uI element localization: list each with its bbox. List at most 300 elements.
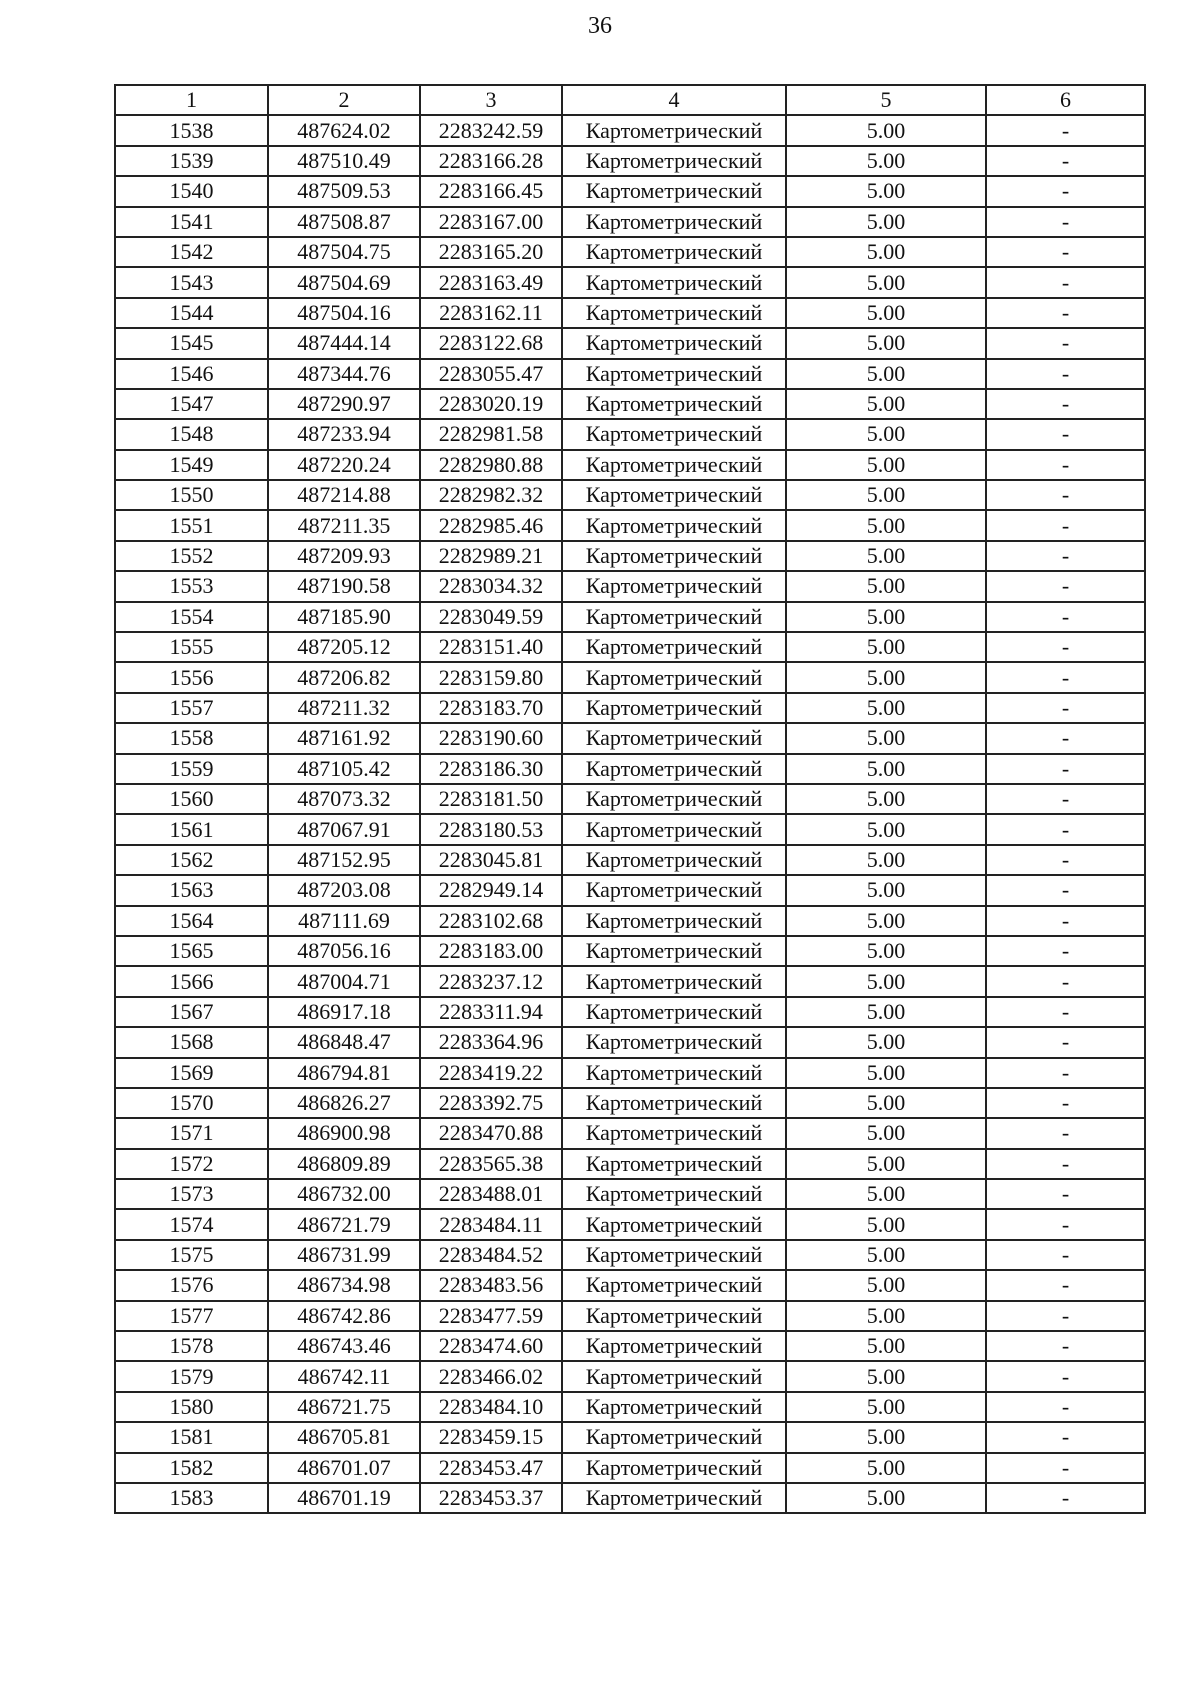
point-number-cell: 1559 <box>115 754 268 784</box>
table-row <box>115 845 1145 875</box>
table-row <box>115 510 1145 540</box>
accuracy-cell: 5.00 <box>786 1453 986 1483</box>
accuracy-cell: 5.00 <box>786 298 986 328</box>
accuracy-cell: 5.00 <box>786 1209 986 1239</box>
y-coordinate-cell: 2283477.59 <box>420 1301 562 1331</box>
accuracy-cell: 5.00 <box>786 207 986 237</box>
accuracy-cell: 5.00 <box>786 845 986 875</box>
note-cell: - <box>986 966 1145 996</box>
accuracy-cell: 5.00 <box>786 571 986 601</box>
point-number-cell: 1553 <box>115 571 268 601</box>
method-cell: Картометрический <box>562 997 786 1027</box>
x-coordinate-cell: 487220.24 <box>268 450 420 480</box>
table-row <box>115 419 1145 449</box>
table-row <box>115 693 1145 723</box>
table-row <box>115 115 1145 145</box>
accuracy-cell: 5.00 <box>786 936 986 966</box>
point-number-cell: 1560 <box>115 784 268 814</box>
x-coordinate-cell: 486701.19 <box>268 1483 420 1513</box>
y-coordinate-cell: 2283237.12 <box>420 966 562 996</box>
x-coordinate-cell: 487504.69 <box>268 267 420 297</box>
y-coordinate-cell: 2283470.88 <box>420 1118 562 1148</box>
accuracy-cell: 5.00 <box>786 693 986 723</box>
accuracy-cell: 5.00 <box>786 267 986 297</box>
y-coordinate-cell: 2283034.32 <box>420 571 562 601</box>
note-cell: - <box>986 602 1145 632</box>
x-coordinate-cell: 487444.14 <box>268 328 420 358</box>
y-coordinate-cell: 2283483.56 <box>420 1270 562 1300</box>
table-row <box>115 1088 1145 1118</box>
table-row <box>115 541 1145 571</box>
y-coordinate-cell: 2283419.22 <box>420 1058 562 1088</box>
point-number-cell: 1554 <box>115 602 268 632</box>
method-cell: Картометрический <box>562 875 786 905</box>
note-cell: - <box>986 1027 1145 1057</box>
accuracy-cell: 5.00 <box>786 875 986 905</box>
point-number-cell: 1582 <box>115 1453 268 1483</box>
point-number-cell: 1540 <box>115 176 268 206</box>
y-coordinate-cell: 2283392.75 <box>420 1088 562 1118</box>
note-cell: - <box>986 541 1145 571</box>
point-number-cell: 1543 <box>115 267 268 297</box>
accuracy-cell: 5.00 <box>786 1088 986 1118</box>
point-number-cell: 1542 <box>115 237 268 267</box>
note-cell: - <box>986 1483 1145 1513</box>
table-row <box>115 389 1145 419</box>
note-cell: - <box>986 115 1145 145</box>
note-cell: - <box>986 1331 1145 1361</box>
y-coordinate-cell: 2283484.11 <box>420 1209 562 1239</box>
method-cell: Картометрический <box>562 1088 786 1118</box>
table-row <box>115 1301 1145 1331</box>
x-coordinate-cell: 487504.75 <box>268 237 420 267</box>
point-number-cell: 1579 <box>115 1361 268 1391</box>
x-coordinate-cell: 487185.90 <box>268 602 420 632</box>
column-header: 2 <box>268 85 420 115</box>
table-row <box>115 146 1145 176</box>
point-number-cell: 1563 <box>115 875 268 905</box>
table-row <box>115 237 1145 267</box>
method-cell: Картометрический <box>562 602 786 632</box>
accuracy-cell: 5.00 <box>786 1422 986 1452</box>
y-coordinate-cell: 2283364.96 <box>420 1027 562 1057</box>
note-cell: - <box>986 1361 1145 1391</box>
x-coordinate-cell: 486721.75 <box>268 1392 420 1422</box>
method-cell: Картометрический <box>562 115 786 145</box>
note-cell: - <box>986 997 1145 1027</box>
method-cell: Картометрический <box>562 1361 786 1391</box>
x-coordinate-cell: 486721.79 <box>268 1209 420 1239</box>
point-number-cell: 1565 <box>115 936 268 966</box>
x-coordinate-cell: 487290.97 <box>268 389 420 419</box>
x-coordinate-cell: 486826.27 <box>268 1088 420 1118</box>
accuracy-cell: 5.00 <box>786 1027 986 1057</box>
point-number-cell: 1580 <box>115 1392 268 1422</box>
y-coordinate-cell: 2283484.10 <box>420 1392 562 1422</box>
page-number: 36 <box>588 13 612 39</box>
table-row <box>115 1118 1145 1148</box>
method-cell: Картометрический <box>562 328 786 358</box>
point-number-cell: 1555 <box>115 632 268 662</box>
x-coordinate-cell: 487510.49 <box>268 146 420 176</box>
x-coordinate-cell: 487211.32 <box>268 693 420 723</box>
column-header: 5 <box>786 85 986 115</box>
x-coordinate-cell: 486848.47 <box>268 1027 420 1057</box>
note-cell: - <box>986 1118 1145 1148</box>
y-coordinate-cell: 2283166.45 <box>420 176 562 206</box>
note-cell: - <box>986 510 1145 540</box>
x-coordinate-cell: 486742.86 <box>268 1301 420 1331</box>
y-coordinate-cell: 2283466.02 <box>420 1361 562 1391</box>
point-number-cell: 1547 <box>115 389 268 419</box>
point-number-cell: 1561 <box>115 814 268 844</box>
x-coordinate-cell: 486731.99 <box>268 1240 420 1270</box>
x-coordinate-cell: 487344.76 <box>268 359 420 389</box>
table-row <box>115 1453 1145 1483</box>
point-number-cell: 1557 <box>115 693 268 723</box>
note-cell: - <box>986 389 1145 419</box>
method-cell: Картометрический <box>562 723 786 753</box>
note-cell: - <box>986 1453 1145 1483</box>
note-cell: - <box>986 1240 1145 1270</box>
y-coordinate-cell: 2282980.88 <box>420 450 562 480</box>
x-coordinate-cell: 486794.81 <box>268 1058 420 1088</box>
table-body <box>115 115 1145 1513</box>
accuracy-cell: 5.00 <box>786 541 986 571</box>
x-coordinate-cell: 487205.12 <box>268 632 420 662</box>
point-number-cell: 1556 <box>115 662 268 692</box>
coordinates-table <box>114 84 1146 1514</box>
point-number-cell: 1549 <box>115 450 268 480</box>
note-cell: - <box>986 359 1145 389</box>
point-number-cell: 1575 <box>115 1240 268 1270</box>
method-cell: Картометрический <box>562 966 786 996</box>
table-row <box>115 754 1145 784</box>
note-cell: - <box>986 207 1145 237</box>
point-number-cell: 1544 <box>115 298 268 328</box>
note-cell: - <box>986 693 1145 723</box>
table-row <box>115 875 1145 905</box>
method-cell: Картометрический <box>562 814 786 844</box>
y-coordinate-cell: 2282982.32 <box>420 480 562 510</box>
method-cell: Картометрический <box>562 1331 786 1361</box>
accuracy-cell: 5.00 <box>786 115 986 145</box>
method-cell: Картометрический <box>562 1240 786 1270</box>
method-cell: Картометрический <box>562 1209 786 1239</box>
accuracy-cell: 5.00 <box>786 1331 986 1361</box>
table-row <box>115 632 1145 662</box>
accuracy-cell: 5.00 <box>786 784 986 814</box>
x-coordinate-cell: 487152.95 <box>268 845 420 875</box>
x-coordinate-cell: 486743.46 <box>268 1331 420 1361</box>
method-cell: Картометрический <box>562 936 786 966</box>
y-coordinate-cell: 2283049.59 <box>420 602 562 632</box>
x-coordinate-cell: 487206.82 <box>268 662 420 692</box>
note-cell: - <box>986 146 1145 176</box>
point-number-cell: 1545 <box>115 328 268 358</box>
method-cell: Картометрический <box>562 1058 786 1088</box>
point-number-cell: 1581 <box>115 1422 268 1452</box>
y-coordinate-cell: 2283055.47 <box>420 359 562 389</box>
y-coordinate-cell: 2283453.37 <box>420 1483 562 1513</box>
table-row <box>115 267 1145 297</box>
y-coordinate-cell: 2283151.40 <box>420 632 562 662</box>
x-coordinate-cell: 487073.32 <box>268 784 420 814</box>
table-row <box>115 298 1145 328</box>
method-cell: Картометрический <box>562 480 786 510</box>
note-cell: - <box>986 1270 1145 1300</box>
method-cell: Картометрический <box>562 237 786 267</box>
method-cell: Картометрический <box>562 1483 786 1513</box>
x-coordinate-cell: 487508.87 <box>268 207 420 237</box>
y-coordinate-cell: 2283180.53 <box>420 814 562 844</box>
method-cell: Картометрический <box>562 298 786 328</box>
accuracy-cell: 5.00 <box>786 1118 986 1148</box>
accuracy-cell: 5.00 <box>786 510 986 540</box>
y-coordinate-cell: 2283488.01 <box>420 1179 562 1209</box>
accuracy-cell: 5.00 <box>786 359 986 389</box>
x-coordinate-cell: 487111.69 <box>268 906 420 936</box>
method-cell: Картометрический <box>562 389 786 419</box>
header-row <box>115 85 1145 115</box>
x-coordinate-cell: 487211.35 <box>268 510 420 540</box>
y-coordinate-cell: 2283159.80 <box>420 662 562 692</box>
x-coordinate-cell: 487203.08 <box>268 875 420 905</box>
table-row <box>115 571 1145 601</box>
accuracy-cell: 5.00 <box>786 1240 986 1270</box>
x-coordinate-cell: 486917.18 <box>268 997 420 1027</box>
note-cell: - <box>986 632 1145 662</box>
note-cell: - <box>986 419 1145 449</box>
table-row <box>115 936 1145 966</box>
accuracy-cell: 5.00 <box>786 419 986 449</box>
note-cell: - <box>986 237 1145 267</box>
x-coordinate-cell: 487209.93 <box>268 541 420 571</box>
note-cell: - <box>986 571 1145 601</box>
note-cell: - <box>986 1422 1145 1452</box>
point-number-cell: 1570 <box>115 1088 268 1118</box>
point-number-cell: 1578 <box>115 1331 268 1361</box>
y-coordinate-cell: 2282985.46 <box>420 510 562 540</box>
table-row <box>115 784 1145 814</box>
table-row <box>115 602 1145 632</box>
point-number-cell: 1572 <box>115 1149 268 1179</box>
accuracy-cell: 5.00 <box>786 389 986 419</box>
point-number-cell: 1539 <box>115 146 268 176</box>
note-cell: - <box>986 1301 1145 1331</box>
method-cell: Картометрический <box>562 450 786 480</box>
table-row <box>115 480 1145 510</box>
method-cell: Картометрический <box>562 1301 786 1331</box>
method-cell: Картометрический <box>562 1118 786 1148</box>
note-cell: - <box>986 936 1145 966</box>
note-cell: - <box>986 906 1145 936</box>
point-number-cell: 1541 <box>115 207 268 237</box>
table-row <box>115 176 1145 206</box>
point-number-cell: 1569 <box>115 1058 268 1088</box>
point-number-cell: 1546 <box>115 359 268 389</box>
method-cell: Картометрический <box>562 1453 786 1483</box>
table-row <box>115 1422 1145 1452</box>
x-coordinate-cell: 487161.92 <box>268 723 420 753</box>
y-coordinate-cell: 2283166.28 <box>420 146 562 176</box>
table-row <box>115 450 1145 480</box>
method-cell: Картометрический <box>562 845 786 875</box>
y-coordinate-cell: 2283167.00 <box>420 207 562 237</box>
point-number-cell: 1550 <box>115 480 268 510</box>
y-coordinate-cell: 2283020.19 <box>420 389 562 419</box>
method-cell: Картометрический <box>562 267 786 297</box>
accuracy-cell: 5.00 <box>786 1179 986 1209</box>
note-cell: - <box>986 1392 1145 1422</box>
table-row <box>115 207 1145 237</box>
note-cell: - <box>986 1058 1145 1088</box>
accuracy-cell: 5.00 <box>786 1270 986 1300</box>
accuracy-cell: 5.00 <box>786 146 986 176</box>
point-number-cell: 1576 <box>115 1270 268 1300</box>
point-number-cell: 1573 <box>115 1179 268 1209</box>
column-header: 3 <box>420 85 562 115</box>
point-number-cell: 1551 <box>115 510 268 540</box>
y-coordinate-cell: 2283183.70 <box>420 693 562 723</box>
note-cell: - <box>986 1149 1145 1179</box>
method-cell: Картометрический <box>562 359 786 389</box>
x-coordinate-cell: 487190.58 <box>268 571 420 601</box>
table-row <box>115 359 1145 389</box>
note-cell: - <box>986 328 1145 358</box>
point-number-cell: 1583 <box>115 1483 268 1513</box>
accuracy-cell: 5.00 <box>786 1301 986 1331</box>
accuracy-cell: 5.00 <box>786 1058 986 1088</box>
note-cell: - <box>986 875 1145 905</box>
accuracy-cell: 5.00 <box>786 237 986 267</box>
method-cell: Картометрический <box>562 784 786 814</box>
accuracy-cell: 5.00 <box>786 754 986 784</box>
point-number-cell: 1548 <box>115 419 268 449</box>
table-row <box>115 906 1145 936</box>
x-coordinate-cell: 486900.98 <box>268 1118 420 1148</box>
point-number-cell: 1577 <box>115 1301 268 1331</box>
y-coordinate-cell: 2283181.50 <box>420 784 562 814</box>
table-row <box>115 1392 1145 1422</box>
y-coordinate-cell: 2282981.58 <box>420 419 562 449</box>
y-coordinate-cell: 2283102.68 <box>420 906 562 936</box>
note-cell: - <box>986 298 1145 328</box>
method-cell: Картометрический <box>562 1270 786 1300</box>
column-header: 6 <box>986 85 1145 115</box>
accuracy-cell: 5.00 <box>786 1361 986 1391</box>
method-cell: Картометрический <box>562 662 786 692</box>
accuracy-cell: 5.00 <box>786 662 986 692</box>
method-cell: Картометрический <box>562 1027 786 1057</box>
table-row <box>115 1209 1145 1239</box>
y-coordinate-cell: 2282989.21 <box>420 541 562 571</box>
table-row <box>115 814 1145 844</box>
table-row <box>115 1331 1145 1361</box>
y-coordinate-cell: 2283190.60 <box>420 723 562 753</box>
y-coordinate-cell: 2282949.14 <box>420 875 562 905</box>
method-cell: Картометрический <box>562 146 786 176</box>
method-cell: Картометрический <box>562 1422 786 1452</box>
accuracy-cell: 5.00 <box>786 328 986 358</box>
table-row <box>115 328 1145 358</box>
y-coordinate-cell: 2283186.30 <box>420 754 562 784</box>
x-coordinate-cell: 487067.91 <box>268 814 420 844</box>
point-number-cell: 1564 <box>115 906 268 936</box>
column-header: 4 <box>562 85 786 115</box>
x-coordinate-cell: 487504.16 <box>268 298 420 328</box>
x-coordinate-cell: 487004.71 <box>268 966 420 996</box>
method-cell: Картометрический <box>562 541 786 571</box>
note-cell: - <box>986 845 1145 875</box>
x-coordinate-cell: 487509.53 <box>268 176 420 206</box>
note-cell: - <box>986 1088 1145 1118</box>
y-coordinate-cell: 2283484.52 <box>420 1240 562 1270</box>
method-cell: Картометрический <box>562 1149 786 1179</box>
x-coordinate-cell: 486705.81 <box>268 1422 420 1452</box>
accuracy-cell: 5.00 <box>786 480 986 510</box>
method-cell: Картометрический <box>562 176 786 206</box>
x-coordinate-cell: 487214.88 <box>268 480 420 510</box>
note-cell: - <box>986 480 1145 510</box>
accuracy-cell: 5.00 <box>786 176 986 206</box>
y-coordinate-cell: 2283474.60 <box>420 1331 562 1361</box>
table-header <box>115 85 1145 115</box>
y-coordinate-cell: 2283565.38 <box>420 1149 562 1179</box>
table-row <box>115 997 1145 1027</box>
x-coordinate-cell: 486809.89 <box>268 1149 420 1179</box>
point-number-cell: 1568 <box>115 1027 268 1057</box>
method-cell: Картометрический <box>562 906 786 936</box>
method-cell: Картометрический <box>562 632 786 662</box>
note-cell: - <box>986 450 1145 480</box>
accuracy-cell: 5.00 <box>786 1483 986 1513</box>
y-coordinate-cell: 2283183.00 <box>420 936 562 966</box>
y-coordinate-cell: 2283453.47 <box>420 1453 562 1483</box>
x-coordinate-cell: 487105.42 <box>268 754 420 784</box>
table-row <box>115 662 1145 692</box>
x-coordinate-cell: 487624.02 <box>268 115 420 145</box>
point-number-cell: 1567 <box>115 997 268 1027</box>
point-number-cell: 1574 <box>115 1209 268 1239</box>
method-cell: Картометрический <box>562 510 786 540</box>
y-coordinate-cell: 2283459.15 <box>420 1422 562 1452</box>
x-coordinate-cell: 486734.98 <box>268 1270 420 1300</box>
method-cell: Картометрический <box>562 419 786 449</box>
accuracy-cell: 5.00 <box>786 1149 986 1179</box>
table-row <box>115 1058 1145 1088</box>
table-row <box>115 1483 1145 1513</box>
table-row <box>115 1027 1145 1057</box>
note-cell: - <box>986 1209 1145 1239</box>
method-cell: Картометрический <box>562 1179 786 1209</box>
x-coordinate-cell: 486732.00 <box>268 1179 420 1209</box>
table-row <box>115 1240 1145 1270</box>
accuracy-cell: 5.00 <box>786 906 986 936</box>
y-coordinate-cell: 2283045.81 <box>420 845 562 875</box>
table-row <box>115 1149 1145 1179</box>
note-cell: - <box>986 662 1145 692</box>
method-cell: Картометрический <box>562 571 786 601</box>
method-cell: Картометрический <box>562 1392 786 1422</box>
point-number-cell: 1552 <box>115 541 268 571</box>
y-coordinate-cell: 2283242.59 <box>420 115 562 145</box>
y-coordinate-cell: 2283165.20 <box>420 237 562 267</box>
note-cell: - <box>986 814 1145 844</box>
table-row <box>115 966 1145 996</box>
point-number-cell: 1566 <box>115 966 268 996</box>
x-coordinate-cell: 486742.11 <box>268 1361 420 1391</box>
